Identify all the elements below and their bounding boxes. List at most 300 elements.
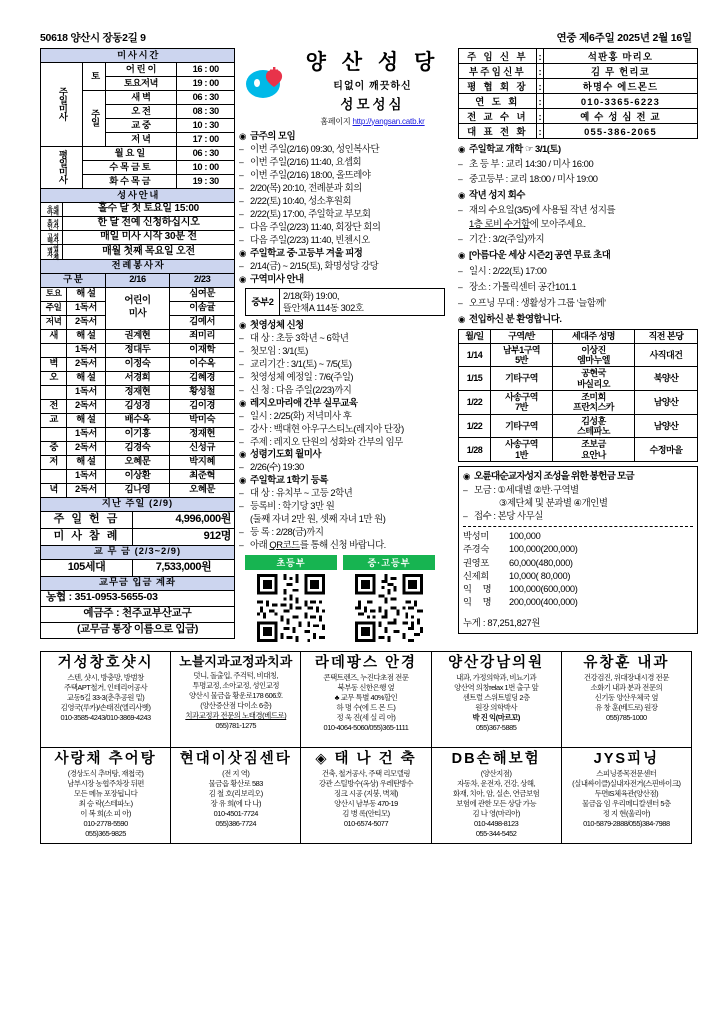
- volunteer: 김성경: [105, 399, 170, 413]
- ad-cell[interactable]: [301, 748, 431, 844]
- weekday-mass-name: 수 목 금 토: [83, 161, 177, 175]
- mass-name: 토요저녁: [105, 77, 177, 91]
- list-item: – 대 상 : 유치부 ~ 고등 2학년: [239, 487, 353, 499]
- volunteer: 이상환: [105, 469, 170, 483]
- mass-name: 오 전: [105, 105, 177, 119]
- section-heading: [458, 189, 698, 202]
- qr-image-middle-high[interactable]: [343, 571, 435, 645]
- attendance-label: 미 사 참 례: [41, 528, 133, 545]
- section-heading: [458, 313, 698, 326]
- volunteer: 이정숙: [105, 357, 170, 371]
- ad-line: 원장 의학박사: [475, 703, 518, 713]
- ad-line: 남부시장 농협주차장 뒤편: [67, 779, 144, 789]
- list-item: – 2/14(금) ~ 2/15(토), 화명성당 강당: [239, 259, 379, 271]
- staff-role: 부주임신부: [459, 64, 537, 79]
- ad-line: 콘택트렌즈, 누진다초점 전문: [323, 673, 409, 683]
- list-item: – 첫영성체 예정일 : 7/6(주일): [239, 370, 354, 382]
- table-row: [459, 414, 698, 438]
- group-label-dawn-2: [41, 343, 67, 357]
- ad-line: 자동차, 운전자, 건강, 상해,: [457, 779, 536, 789]
- ad-line: 010-6574-5077: [343, 818, 389, 828]
- ad-cell[interactable]: [561, 652, 691, 748]
- list-item-qr-note: – 아래 QR코드를 통해 신청 바랍니다.: [239, 539, 386, 551]
- qr-middle-high: [343, 555, 435, 647]
- colon: :: [537, 49, 544, 64]
- list-item: – 일시 : 2/22(토) 17:00: [458, 264, 547, 276]
- last-sunday-table: [40, 497, 235, 546]
- list-item: – 등 록 : 2/28(금)까지: [239, 526, 324, 538]
- right-column: [458, 48, 698, 634]
- table-row: [459, 438, 698, 462]
- staff-role: 연 도 회: [459, 94, 537, 109]
- volunteer: 이재학: [170, 343, 235, 357]
- ad-title: 사랑채 추어탕: [54, 751, 157, 768]
- section-heading: [239, 130, 454, 143]
- ad-line: 북부동 신한은행 옆: [337, 683, 395, 693]
- bullet-filled-icon: ◉: [239, 475, 246, 486]
- center-section-prayer-mass: [239, 448, 454, 474]
- ad-line: 소화기 내과 분과 전문의: [590, 683, 663, 693]
- divider: [463, 526, 693, 527]
- sacrament-label-b: 성사: [51, 233, 58, 242]
- volunteer: 정재현: [105, 385, 170, 399]
- sacrament-label: [41, 231, 63, 245]
- dash-icon: –: [239, 345, 244, 356]
- dash-icon: –: [463, 511, 468, 522]
- section-heading: [239, 397, 454, 410]
- dash-icon: –: [239, 208, 244, 219]
- ad-line: 치과교정과 전문의 노태경(베드로): [185, 711, 287, 721]
- sacrament-label-b: 영성체: [51, 245, 58, 259]
- ad-cell[interactable]: [41, 748, 171, 844]
- ad-lines: [173, 769, 298, 829]
- list-item: – 재의 수요일(3/5)에 사용될 작년 성지를: [458, 203, 616, 215]
- staff-name: 석판홍 마리오: [544, 49, 698, 64]
- colon: :: [537, 109, 544, 124]
- ad-title: JYS피닝: [593, 751, 660, 768]
- role: 1독서: [67, 469, 105, 483]
- group-label-main-3: 중: [41, 441, 67, 455]
- section-heading: [458, 143, 698, 156]
- col-header-date1: 2/16: [105, 273, 170, 287]
- dash-icon: –: [458, 265, 463, 276]
- qr-image-elementary[interactable]: [245, 571, 337, 645]
- ad-line: 010-2778-5590: [83, 818, 128, 828]
- donor-row: [463, 583, 693, 596]
- colon: :: [537, 64, 544, 79]
- volunteer: 이솜귤: [170, 301, 235, 315]
- mass-time: 16 : 00: [177, 63, 235, 77]
- ad-lines: [43, 769, 168, 838]
- dash-icon: –: [239, 221, 244, 232]
- homepage-label: 홈페이지: [320, 116, 351, 126]
- donor-name: 익 명: [463, 597, 496, 608]
- list-item: – 접수 : 본당 사무실: [463, 510, 543, 522]
- heading-text: 레지오마리애 간부 실무교육: [250, 396, 358, 408]
- ad-lines: [564, 769, 689, 829]
- ad-line: (양산지점): [480, 769, 512, 779]
- ad-line: 두면IS체육관(양산점): [594, 789, 659, 799]
- transfer-name: 김성훈 스테파노: [553, 414, 635, 438]
- bullet-filled-icon: ◉: [239, 247, 246, 258]
- offering-value: 4,996,000원: [133, 511, 235, 528]
- ad-line: 양산시 남부동 470-19: [334, 799, 398, 809]
- staff-name: 하명수 에드몬드: [544, 79, 698, 94]
- section-heading: [239, 319, 454, 332]
- mass-time: 19 : 00: [177, 77, 235, 91]
- dues-bank: 농협 : 351-0953-5655-03: [41, 590, 235, 606]
- group-label-eve-2: [41, 469, 67, 483]
- ad-line: 010-3585-4243/010-3869-4243: [60, 713, 151, 723]
- staff-role: 평 협 회 장: [459, 79, 537, 94]
- ad-line: 010-5879-2888/055)384-7988: [583, 818, 670, 828]
- group-label-eve-1: 저: [41, 455, 67, 469]
- transfer-district: 기타구역: [491, 414, 553, 438]
- attendance-value: 912명: [133, 528, 235, 545]
- col-header-district: 구역/반: [491, 329, 553, 343]
- weekday-mass-name: 월 요 일: [83, 147, 177, 161]
- list-item: – 오프닝 무대 : 생활성가 그룹 ‘늘함께’: [458, 296, 606, 308]
- advertisement-section: [40, 651, 692, 844]
- colon: :: [537, 94, 544, 109]
- diamond-icon: ◈: [315, 751, 329, 768]
- volunteer: 오혜문: [170, 483, 235, 497]
- role: 해 설: [67, 455, 105, 469]
- list-item: – 장소 : 가톨릭센터 공간101.1: [458, 280, 577, 292]
- transfer-name: 이상진 엠마누엘: [553, 343, 635, 367]
- transfer-prev: 북양산: [635, 367, 698, 391]
- ad-cell[interactable]: [431, 652, 561, 748]
- ad-title: 양산강남의원: [448, 655, 545, 672]
- center-column: [239, 48, 454, 647]
- ad-line: 건축, 철거공사, 주택 리모델링: [321, 769, 411, 779]
- dash-icon: –: [239, 182, 244, 193]
- staff-phone: 055-386-2065: [544, 124, 698, 139]
- heading-text: 금주의 모임: [250, 130, 296, 141]
- church-motto: 티없이 깨끗하신: [333, 80, 412, 92]
- ad-line: 양산시 물금읍 황운로178 606호: [188, 691, 283, 701]
- bullet-filled-icon: ◉: [239, 131, 246, 141]
- heading-text: 작년 성지 회수: [469, 188, 525, 200]
- mass-name: 교 중: [105, 119, 177, 133]
- heading-text: 주일학교 중·고등부 겨울 피정: [250, 246, 363, 258]
- sacrament-value: 홀수 달 첫 토요일 15:00: [63, 203, 235, 217]
- staff-role: 전 교 수 녀: [459, 109, 537, 124]
- sacrament-label-a: 고해: [45, 233, 52, 242]
- list-item: – 이번 주일(2/16) 09:30, 성인복사단: [239, 142, 380, 154]
- list-item: – 초 등 부 : 교리 14:30 / 미사 16:00: [458, 157, 594, 169]
- ad-line: 양산역 의창relax 1번 출구 앞: [454, 683, 539, 693]
- ad-line: 055)365-9825: [85, 828, 126, 838]
- donor-name: 신제희: [463, 570, 490, 581]
- dash-icon: –: [239, 423, 244, 434]
- ads-row-2: [41, 748, 692, 844]
- role: 해 설: [67, 287, 105, 301]
- mass-time: 06 : 30: [177, 91, 235, 105]
- group-label-sun: 주일: [41, 301, 67, 315]
- ad-line: 010-4064-5060/055)365-1111: [323, 722, 409, 732]
- col-header-date: 월/일: [459, 329, 491, 343]
- top-header-line: [40, 30, 692, 48]
- volunteer: 이수옥: [170, 357, 235, 371]
- heading-text: 첫영성체 신청: [250, 318, 304, 330]
- group-label-morn-1: 오: [41, 371, 67, 385]
- volunteer: 김나영: [105, 483, 170, 497]
- ad-line: 스피닝종목전문센터: [596, 769, 657, 779]
- dash-icon: –: [239, 234, 244, 245]
- sacrament-label-b: 성사: [51, 219, 58, 228]
- colon: :: [537, 124, 544, 139]
- fundraiser-box: [458, 466, 698, 634]
- ad-line: 투명교정, 소아교정, 성인교정: [192, 681, 280, 691]
- sunday-group-label: 주일미사: [41, 63, 83, 147]
- donor-list: [463, 530, 693, 609]
- donor-name: 권영포: [463, 557, 490, 568]
- transfer-table: [458, 329, 698, 462]
- dash-icon: –: [239, 143, 244, 154]
- table-row: [459, 343, 698, 367]
- volunteer: 김혜경: [170, 371, 235, 385]
- col-header-name: 세대주 성명: [553, 329, 635, 343]
- list-item: – 일시 : 2/25(화) 저녁미사 후: [239, 409, 352, 421]
- mass-name: 저 녁: [105, 133, 177, 147]
- role: 1독서: [67, 385, 105, 399]
- volunteer: 심여문: [170, 287, 235, 301]
- col-header-date2: 2/23: [170, 273, 235, 287]
- role: 해 설: [67, 413, 105, 427]
- liturgical-date: 연중 제6주일 2025년 2월 16일: [556, 32, 692, 44]
- parish-dues-table: [40, 545, 235, 639]
- ad-line: 스텐, 샷시, 방충망, 방범창: [67, 673, 144, 683]
- bullet-filled-icon: ◉: [239, 449, 246, 460]
- ad-line: 보험에 관한 모든 상담 가능: [456, 799, 537, 809]
- transfer-date: 1/22: [459, 391, 491, 415]
- list-item-note: (둘째 자녀 2만 원, 셋째 자녀 1만 원): [250, 513, 386, 525]
- list-item: – 다음 주일(2/23) 11:40, 회장단 회의: [239, 220, 381, 232]
- volunteer: 정재현: [170, 427, 235, 441]
- dash-icon: –: [458, 158, 463, 169]
- transfer-name: 조미희 프란치스카: [553, 391, 635, 415]
- staff-name: 예 수 성 심 전 교: [544, 109, 698, 124]
- bullet-filled-icon: ◉: [463, 471, 470, 482]
- heading-text: 주일학교 개학 ☞ 3/1(토): [469, 143, 561, 154]
- ad-line: 장 유 희(에 다 나): [210, 799, 262, 809]
- sacrament-value: 한 달 전예 신청하십시오: [63, 217, 235, 231]
- ad-cell[interactable]: [301, 652, 431, 748]
- list-item: – 강사 : 백대현 아우구스티노(레지아 단장): [239, 422, 404, 434]
- ad-line: 강관 스틸방수(옥상) 우레탄방수: [318, 779, 414, 789]
- district-name: 중부2: [246, 288, 280, 315]
- sacraments-table: [40, 188, 235, 260]
- ad-cell[interactable]: [171, 748, 301, 844]
- sacrament-label-a: 유아: [45, 205, 52, 214]
- ad-line: 정 지 현(울리아): [602, 809, 651, 819]
- right-section-welcome: [458, 313, 698, 326]
- section-heading: [239, 448, 454, 461]
- merged-children-mass: 어린이 미사: [105, 287, 170, 329]
- transfer-district: 사송구역 7반: [491, 391, 553, 415]
- qr-label-middle-high: 중·고등부: [343, 555, 435, 570]
- ad-line: (실내싸이클)실내자전거(스핀바이크): [572, 779, 681, 789]
- volunteer: 김예서: [170, 315, 235, 329]
- col-header-prev-parish: 직전 본당: [635, 329, 698, 343]
- ad-line: 010-4498-8123: [474, 818, 519, 828]
- ad-line: (양산증산점 다이소 6층): [200, 701, 272, 711]
- collection-box-location: 1층 로비 수거함: [469, 217, 530, 229]
- heading-text: 오륜대순교자성지 조성을 위한 봉헌금 모금: [474, 471, 634, 483]
- list-item: – 등록비 : 학기당 3만 원: [239, 500, 335, 512]
- ads-table: [40, 651, 692, 844]
- district-time: 2/18(화) 19:00,: [283, 290, 340, 301]
- list-item-continuation: [458, 218, 698, 231]
- list-item: – 2/22(토) 10:40, 성소후원회: [239, 194, 352, 206]
- role: 2독서: [67, 315, 105, 329]
- center-section-meetings: [239, 130, 454, 247]
- ad-lines: [564, 673, 689, 723]
- list-item: – 중고등부 : 교리 18:00 / 미사 19:00: [458, 172, 598, 184]
- transfer-prev: 남양산: [635, 414, 698, 438]
- ads-row-1: [41, 652, 692, 748]
- mass-name: 새 벽: [105, 91, 177, 105]
- right-section-palm-collection: [458, 189, 698, 246]
- ad-line: 055)781-1275: [215, 721, 257, 731]
- ad-title: 거성창호샷시: [57, 655, 154, 672]
- ad-cell[interactable]: [171, 652, 301, 748]
- dues-note: (교무금 통장 이름으로 입금): [41, 622, 235, 638]
- weekday-mass-name: 화 수 목 금: [83, 175, 177, 189]
- role: 2독서: [67, 357, 105, 371]
- volunteer: 박미숙: [170, 413, 235, 427]
- colon: :: [537, 79, 544, 94]
- transfer-name: 공현국 바실리오: [553, 367, 635, 391]
- table-row: [459, 391, 698, 415]
- donor-row: [463, 570, 693, 583]
- bullet-filled-icon: ◉: [239, 319, 246, 330]
- dash-icon: –: [458, 233, 463, 244]
- group-label-eve-3: 녁: [41, 483, 67, 497]
- dues-account-title: 교무금 입금 계좌: [41, 576, 235, 590]
- transfer-name: 조보금 요안나: [553, 438, 635, 462]
- qr-code-mention: QR코드: [269, 539, 300, 551]
- section-heading: [239, 247, 454, 260]
- list-item: – 2/22(토) 17:00, 주일학교 부모회: [239, 207, 371, 219]
- ad-lines: [303, 673, 428, 733]
- donor-amount: 10,000( 80,000): [509, 570, 571, 581]
- center-section-district-mass: [239, 273, 454, 316]
- district-place: 뜰안채A 114동 302호: [283, 302, 364, 313]
- dash-icon: –: [239, 436, 244, 447]
- role: 2독서: [67, 441, 105, 455]
- volunteer: 오혜문: [105, 455, 170, 469]
- collection-box-rest: 에 모아주세요.: [529, 217, 586, 229]
- table-row: [459, 367, 698, 391]
- list-item: – 첫모임 : 3/1(토): [239, 344, 308, 356]
- staff-role: 대 표 전 화: [459, 124, 537, 139]
- weekday-mass-time: 19 : 30: [177, 175, 235, 189]
- staff-phone: 010-3365-6223: [544, 94, 698, 109]
- list-item: – 대 상 : 초등 3학년 ~ 6학년: [239, 331, 349, 343]
- dash-icon: –: [239, 410, 244, 421]
- role: 1독서: [67, 427, 105, 441]
- dash-icon: –: [458, 281, 463, 292]
- group-label-sat: 토요: [41, 287, 67, 301]
- dash-icon: –: [239, 488, 244, 499]
- ad-cell[interactable]: [41, 652, 171, 748]
- main-columns: [40, 48, 692, 647]
- list-item: – 기간 : 3/2(주일)까지: [458, 232, 545, 244]
- parish-dues-title: 교 무 금 (2/3~2/9): [41, 545, 235, 559]
- role: 1독서: [67, 343, 105, 357]
- section-heading: [458, 249, 698, 262]
- group-label-morn-3: 전: [41, 399, 67, 413]
- donor-name: 박성미: [463, 531, 490, 542]
- transfer-prev: 수정마을: [635, 438, 698, 462]
- weekday-mass-time: 06 : 30: [177, 147, 235, 161]
- ad-line: 신기동 양산우체국 옆: [594, 693, 659, 703]
- dash-icon: –: [239, 501, 244, 512]
- volunteer: 서경희: [105, 371, 170, 385]
- list-item: – 이번 주일(2/16) 18:00, 올뜨레야: [239, 168, 371, 180]
- heading-text: 전입하신 분 환영합니다.: [469, 312, 562, 324]
- col-header-division: 구 분: [41, 273, 106, 287]
- ad-line: 055)367-5885: [475, 722, 517, 732]
- dash-icon: –: [239, 462, 244, 473]
- sacrament-label-b: 세례: [51, 205, 58, 214]
- transfer-district: 사송구역 1반: [491, 438, 553, 462]
- district-detail: [280, 288, 445, 315]
- ad-line: 055-344-5452: [475, 828, 517, 838]
- bullet-filled-icon: ◉: [458, 189, 465, 200]
- volunteer: 최준혁: [170, 469, 235, 483]
- dash-icon: –: [458, 297, 463, 308]
- transfer-district: 남부1구역 5반: [491, 343, 553, 367]
- bullet-filled-icon: ◉: [239, 397, 246, 408]
- church-address: 50618 양산시 장동2길 9: [40, 32, 146, 44]
- role: 2독서: [67, 483, 105, 497]
- group-label-main-1: 교: [41, 413, 67, 427]
- ad-cell[interactable]: [431, 748, 561, 844]
- ad-line: 교동5길 33-3(춘추공원 밑): [66, 693, 145, 703]
- volunteer: 이기홍: [105, 427, 170, 441]
- ad-line: 화재, 치아, 암, 실손, 연금보험: [452, 789, 540, 799]
- donor-amount: 100,000(600,000): [509, 583, 578, 594]
- sacraments-title: 성 사 안 내: [41, 189, 235, 203]
- donor-amount: 100,000: [509, 531, 541, 542]
- sunday-label: 주일: [83, 91, 106, 147]
- role: 해 설: [67, 371, 105, 385]
- dash-icon: –: [458, 173, 463, 184]
- bullet-filled-icon: ◉: [458, 144, 465, 154]
- role: 2독서: [67, 399, 105, 413]
- list-item: – 2/26(수) 19:30: [239, 461, 304, 473]
- church-patron: 성모성심: [340, 96, 405, 112]
- center-section-first-communion: [239, 319, 454, 397]
- ad-line: 김영국(루카)/손태진(엘리사벳): [60, 703, 151, 713]
- volunteer: 박지혜: [170, 455, 235, 469]
- ad-line: 055)386-7724: [215, 818, 257, 828]
- section-heading: [239, 273, 454, 286]
- ad-title: 라데팡스 안경: [314, 655, 417, 672]
- dash-icon: –: [239, 260, 244, 271]
- group-label-main-2: [41, 427, 67, 441]
- sacrament-label: [41, 217, 63, 231]
- ad-cell[interactable]: [561, 748, 691, 844]
- sacrament-value: 매월 첫째 목요일 오전: [63, 245, 235, 260]
- sacrament-label-a: 병자: [45, 247, 52, 257]
- bullet-filled-icon: ◉: [239, 273, 246, 284]
- dash-icon: –: [239, 384, 244, 395]
- homepage-link[interactable]: http://yangsan.catb.kr: [352, 116, 425, 126]
